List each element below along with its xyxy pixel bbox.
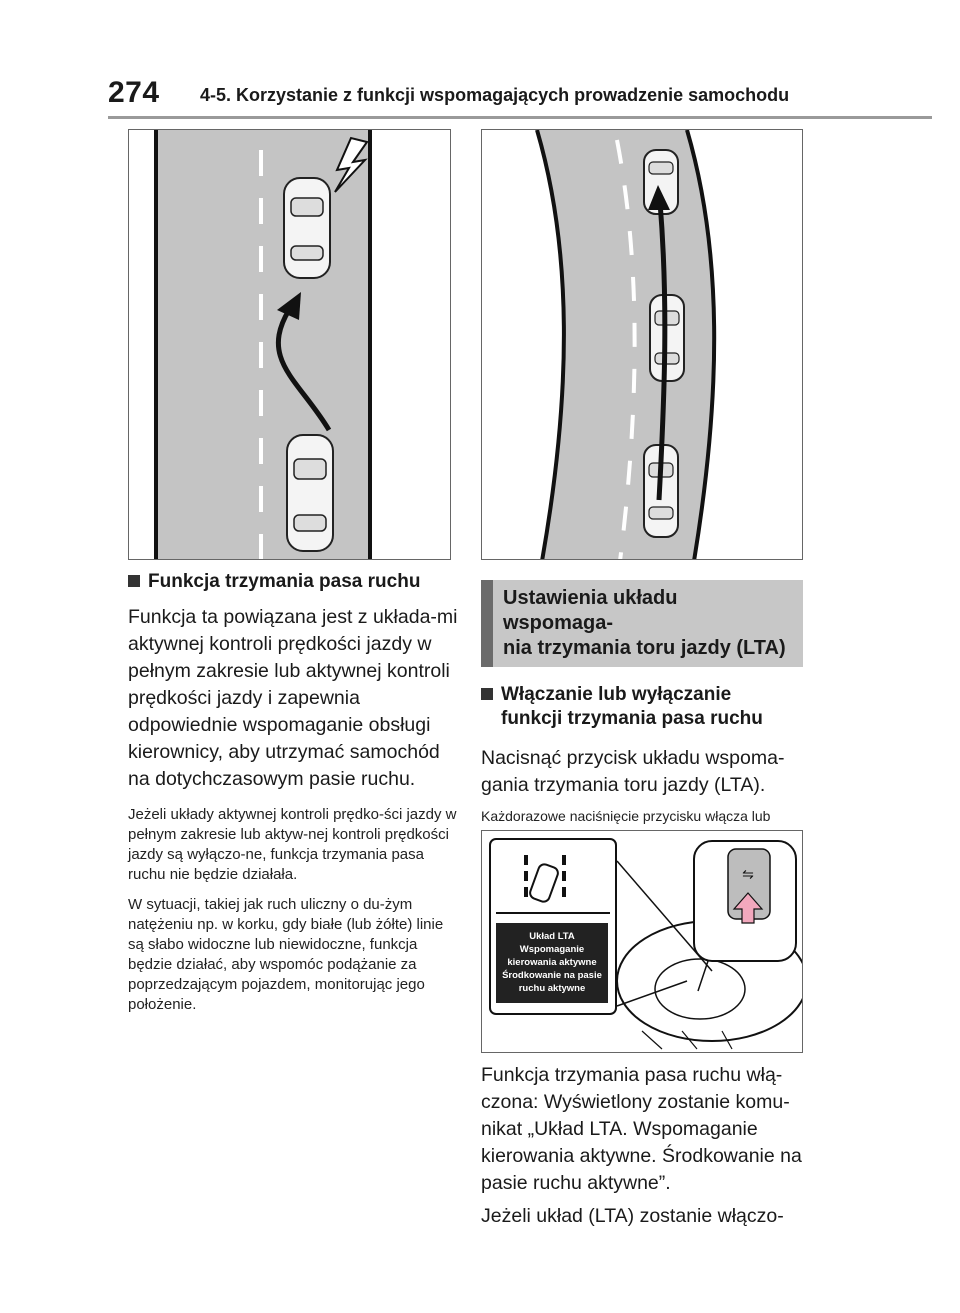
lta-icon: ⇋ [742, 866, 754, 882]
svg-text:Wspomaganie: Wspomaganie [519, 944, 585, 955]
subheading: Funkcja trzymania pasa ruchu [128, 570, 458, 594]
svg-text:Układ LTA: Układ LTA [529, 931, 575, 942]
bullet-square-icon [481, 688, 493, 700]
bullet-square-icon [128, 575, 140, 587]
page-header [108, 76, 932, 116]
paragraph: Funkcja trzymania pasa ruchu włą-czona: Wyświetlony zostanie komu-nikat „Układ LTA. Wspomaganie kierowania aktywne. Środkowanie na pasie ruchu aktywne”. [481, 1064, 802, 1194]
figure-lane-keep [481, 129, 803, 560]
paragraph: Funkcja ta powiązana jest z układa-mi aktywnej kontroli prędkości jazdy w pełnym zakresie lub aktywnej kontroli prędkości jazdy i zapewnia odpowiednie wspomaganie obsługi kierownicy, aby utrzymać samochód na dotychczasowym pasie ruchu. [128, 606, 458, 790]
subheading: Włączanie lub wyłączanie funkcji trzymania pasa ruchu [481, 683, 811, 731]
svg-text:kierowania aktywne: kierowania aktywne [507, 957, 597, 968]
svg-text:Środkowanie na pasie: Środkowanie na pasie [502, 970, 602, 981]
paragraph: Jeżeli układ (LTA) zostanie włączo- [481, 1205, 784, 1227]
lane-keep-illustration [482, 130, 803, 560]
lane-trace-illustration [129, 130, 451, 560]
left-column [128, 570, 458, 1015]
figure-lane-trace [128, 129, 451, 560]
note: Jeżeli układy aktywnej kontroli prędko-ści jazdy w pełnym zakresie lub aktyw-nej kontroli prędkości jazdy są wyłączo-ne, funkcja trzymania pasa ruchu nie będzie działała. [128, 806, 457, 883]
paragraph: Nacisnąć przycisk układu wspoma-gania trzymania toru jazdy (LTA). [481, 747, 785, 796]
page-number: 274 [108, 76, 160, 109]
right-column-continued [481, 1062, 811, 1230]
header-rule [108, 116, 932, 119]
section-title: Ustawienia układu wspomaga- nia trzymania toru jazdy (LTA) [481, 580, 803, 667]
figure-lta-switch [481, 830, 803, 1053]
right-column [481, 580, 811, 845]
note: W sytuacji, takiej jak ruch uliczny o du-żym natężeniu np. w korku, gdy białe (lub żółte) linie są słabo widoczne lub niewidoczne, funkcja będzie działać, aby wspomóc podążanie za poprzedzającym pojazdem, monitorując jego położenie. [128, 896, 444, 1013]
svg-text:ruchu aktywne: ruchu aktywne [518, 983, 586, 994]
chapter-title: 4-5. Korzystanie z funkcji wspomagających prowadzenie samochodu [200, 85, 790, 105]
car-icon [284, 178, 330, 278]
lta-switch-illustration [482, 831, 803, 1053]
note: Każdorazowe naciśnięcie przycisku włącza lub [481, 808, 771, 824]
car-icon [287, 435, 333, 551]
